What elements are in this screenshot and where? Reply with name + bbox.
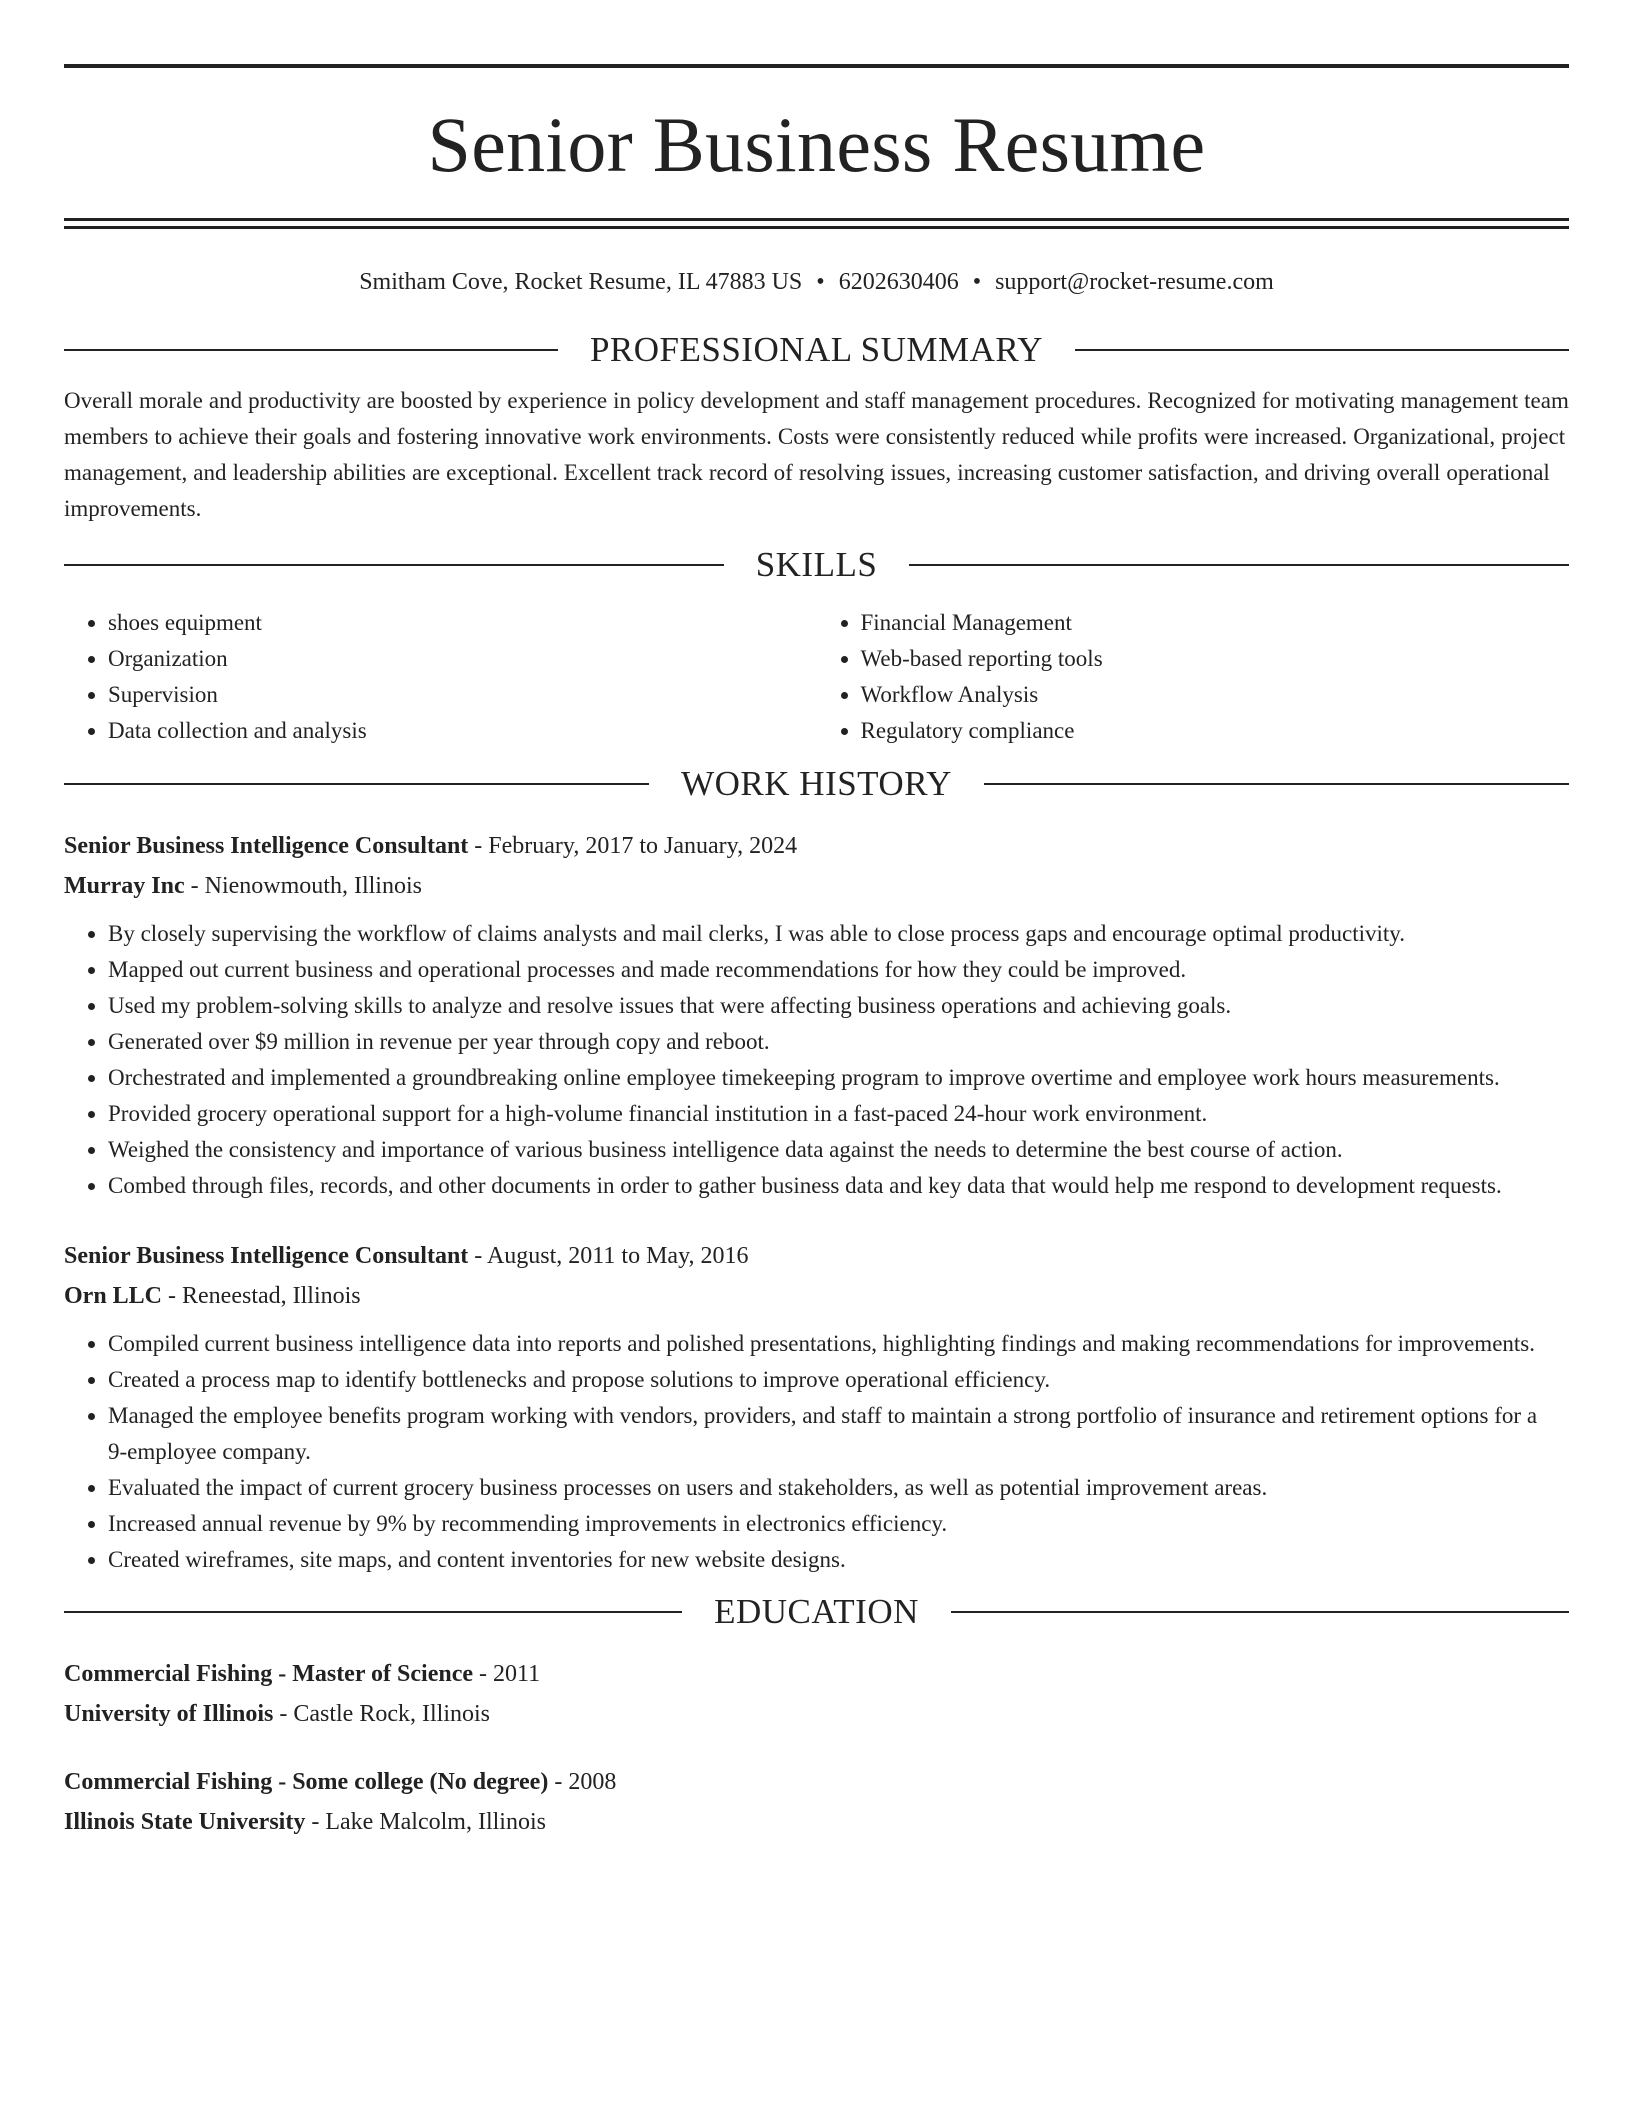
heading-rule-left (64, 783, 649, 785)
skill-item: • Regulatory compliance (861, 713, 1570, 749)
job-bullet: • Created wireframes, site maps, and content inventories for new website designs. (108, 1542, 1545, 1578)
job-bullet: • Combed through files, records, and other documents in order to gather business data and key data that would help me respond to development requests. (108, 1168, 1545, 1204)
job-bullet: • Managed the employee benefits program working with vendors, providers, and staff to maintain a strong portfolio of insurance and retirement options for a 9-employee company. (108, 1398, 1545, 1470)
job-bullets (64, 916, 1569, 1204)
job-bullets (64, 1326, 1569, 1578)
skill-item: • Web-based reporting tools (861, 641, 1570, 677)
skill-item: • Workflow Analysis (861, 677, 1570, 713)
degree-year: - 2008 (548, 1769, 617, 1795)
school-location: - Lake Malcolm, Illinois (305, 1809, 546, 1835)
skill-item: • shoes equipment (108, 605, 817, 641)
resume-title: Senior Business Resume (427, 101, 1206, 188)
job-bullet: • Weighed the consistency and importance of various business intelligence data against the needs to determine the best course of action. (108, 1132, 1545, 1168)
job-bullet: • Evaluated the impact of current grocery business processes on users and stakeholders, as well as potential improvement areas. (108, 1470, 1545, 1506)
degree-name: Commercial Fishing - Some college (No degree) (64, 1769, 549, 1795)
company-location: - Nienowmouth, Illinois (184, 873, 422, 899)
job-title: Senior Business Intelligence Consultant (64, 833, 469, 859)
job-bullet: • Generated over $9 million in revenue per year through copy and reboot. (108, 1024, 1545, 1060)
title-double-rule (64, 218, 1569, 228)
contact-line (64, 268, 1569, 296)
degree-line (64, 1762, 1569, 1802)
top-rule (64, 64, 1569, 68)
job-title: Senior Business Intelligence Consultant (64, 1243, 469, 1269)
job-bullet: • Mapped out current business and operational processes and made recommendations for how they could be improved. (108, 952, 1545, 988)
job-bullet: • Increased annual revenue by 9% by recommending improvements in electronics efficiency. (108, 1506, 1545, 1542)
education-heading (64, 1592, 1569, 1632)
job-entry (64, 1236, 1569, 1578)
job-title-line (64, 826, 1569, 866)
company-line (64, 866, 1569, 906)
heading-rule-left (64, 564, 724, 566)
education-entry (64, 1654, 1569, 1734)
degree-year: - 2011 (473, 1661, 541, 1687)
company-line (64, 1276, 1569, 1316)
skills-column-left (64, 605, 817, 749)
work-heading (64, 764, 1569, 804)
job-dates: - February, 2017 to January, 2024 (468, 833, 798, 859)
heading-rule-right (984, 783, 1569, 785)
job-bullet: • Compiled current business intelligence data into reports and polished presentations, highlighting findings and making recommendations for improvements. (108, 1326, 1545, 1362)
heading-rule-left (64, 349, 558, 351)
job-entry (64, 826, 1569, 1204)
skill-item: • Supervision (108, 677, 817, 713)
summary-text: Overall morale and productivity are boosted by experience in policy development and staff management procedures. Recognized for motivating management team members to achieve their goals and fostering innovative work environments. Costs were consistently reduced while profits were increased. Organizational, project management, and leadership abilities are exceptional. Excellent track record of resolving issues, increasing customer satisfaction, and driving overall operational improvements. (64, 388, 1569, 521)
school-name: Illinois State University (64, 1809, 306, 1835)
contact-email: support@rocket-resume.com (995, 269, 1274, 295)
job-dates: - August, 2011 to May, 2016 (468, 1243, 749, 1269)
skills-column-right (817, 605, 1570, 749)
degree-line (64, 1654, 1569, 1694)
job-bullet: • Used my problem-solving skills to analyze and resolve issues that were affecting business operations and achieving goals. (108, 988, 1545, 1024)
contact-address: Smitham Cove, Rocket Resume, IL 47883 US (359, 269, 803, 295)
school-line (64, 1802, 1569, 1842)
skills-list (64, 605, 1569, 749)
company-location: - Reneestad, Illinois (162, 1283, 361, 1309)
company-name: Orn LLC (64, 1283, 163, 1309)
skills-heading (64, 545, 1569, 585)
heading-rule-left (64, 1611, 682, 1613)
job-bullet: • Provided grocery operational support for a high-volume financial institution in a fast-paced 24-hour work environment. (108, 1096, 1545, 1132)
school-line (64, 1694, 1569, 1734)
contact-separator: • (816, 269, 825, 295)
degree-name: Commercial Fishing - Master of Science (64, 1661, 474, 1687)
company-name: Murray Inc (64, 873, 185, 899)
heading-rule-right (951, 1611, 1569, 1613)
education-heading-label: EDUCATION (714, 1592, 919, 1631)
skill-item: • Data collection and analysis (108, 713, 817, 749)
job-title-line (64, 1236, 1569, 1276)
heading-rule-right (1075, 349, 1569, 351)
skill-item: • Financial Management (861, 605, 1570, 641)
summary-heading (64, 330, 1569, 370)
job-bullet: • Created a process map to identify bottlenecks and propose solutions to improve operational efficiency. (108, 1362, 1545, 1398)
contact-separator: • (972, 269, 982, 295)
job-bullet: • Orchestrated and implemented a groundbreaking online employee timekeeping program to improve overtime and employee work hours measurements. (108, 1060, 1545, 1096)
school-location: - Castle Rock, Illinois (273, 1701, 490, 1727)
work-heading-label: WORK HISTORY (681, 764, 952, 803)
school-name: University of Illinois (64, 1701, 274, 1727)
job-bullet: • By closely supervising the workflow of claims analysts and mail clerks, I was able to close process gaps and encourage optimal productivity. (108, 916, 1545, 952)
heading-rule-right (909, 564, 1569, 566)
contact-phone: 6202630406 (838, 269, 959, 295)
education-entry (64, 1762, 1569, 1842)
skills-heading-label: SKILLS (755, 545, 878, 584)
skill-item: • Organization (108, 641, 817, 677)
summary-heading-label: PROFESSIONAL SUMMARY (589, 330, 1044, 369)
